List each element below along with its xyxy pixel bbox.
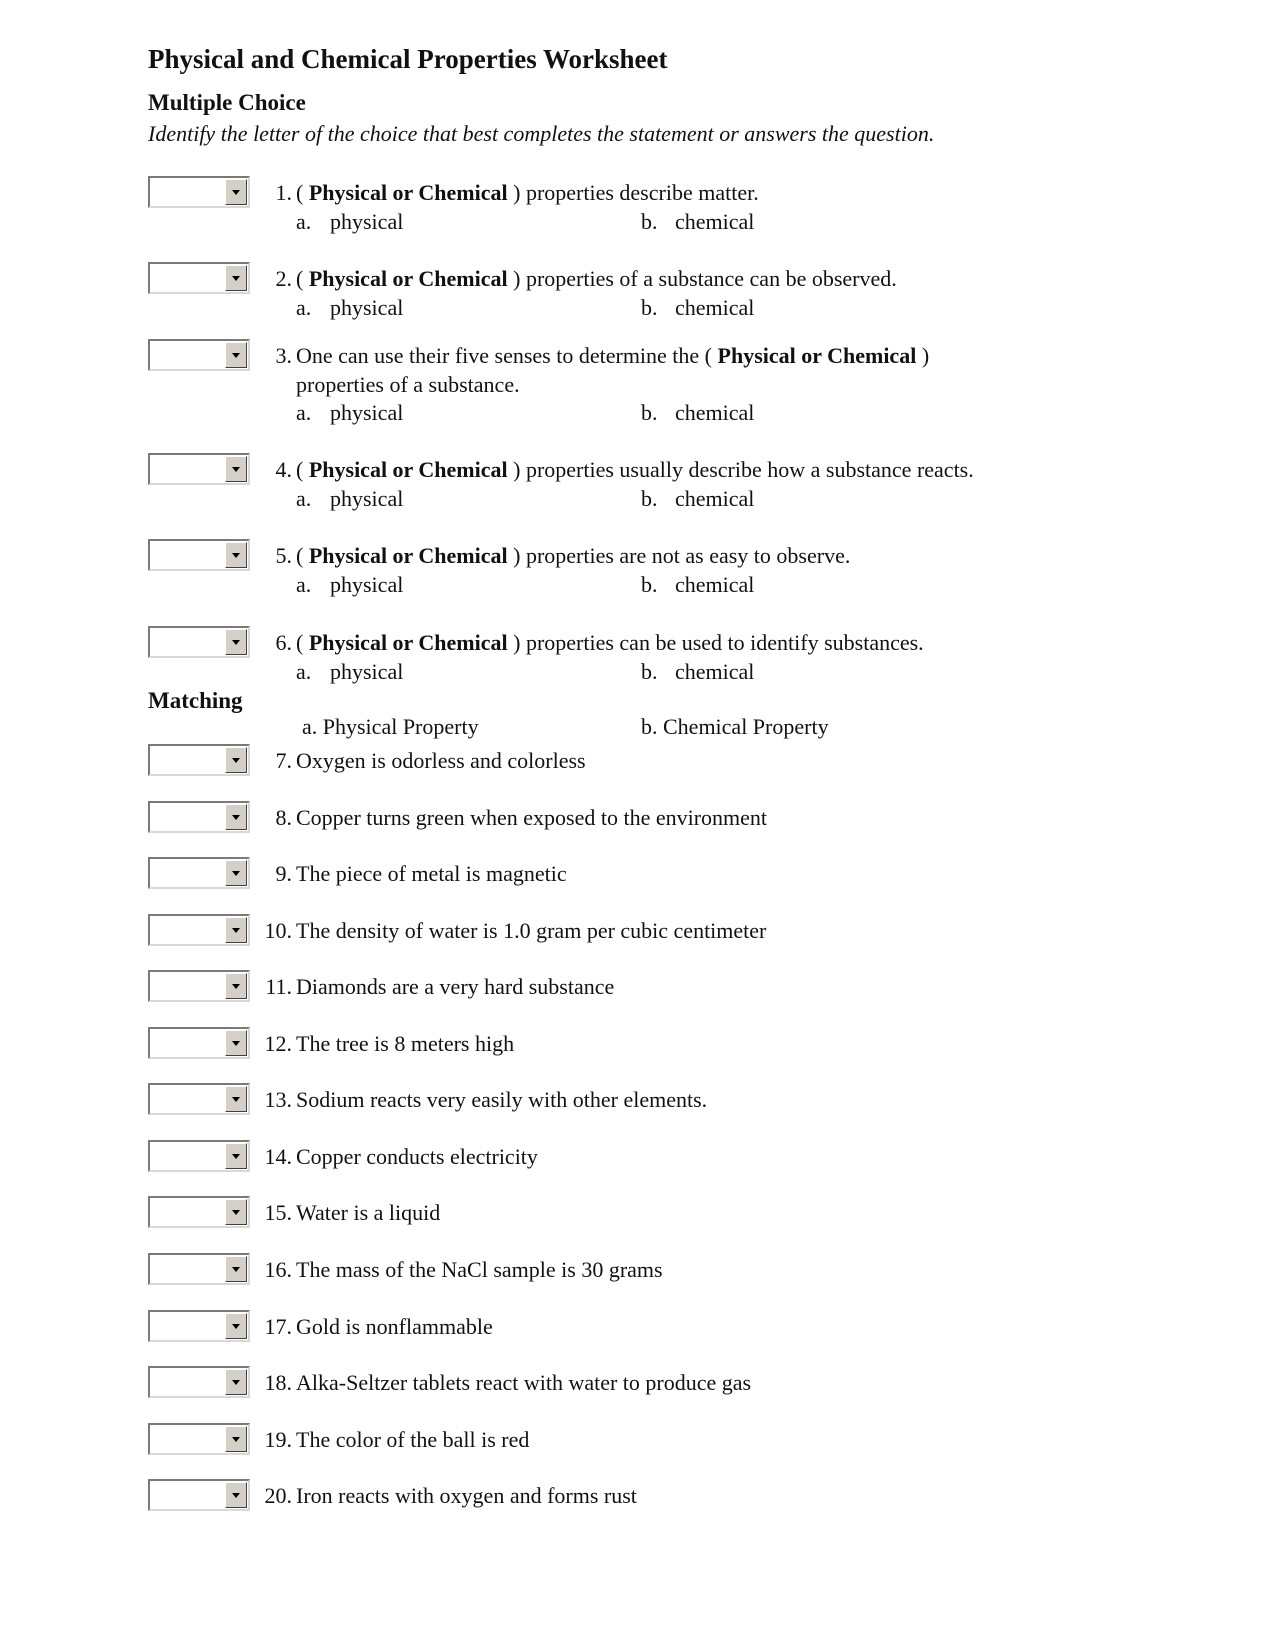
choice-b: b. chemical: [641, 659, 755, 684]
answer-dropdown-11[interactable]: [148, 970, 250, 1002]
answer-dropdown-7[interactable]: [148, 744, 250, 776]
choice-b: b. chemical: [641, 209, 755, 234]
question-text: The density of water is 1.0 gram per cubic centimeter: [296, 918, 767, 943]
choice-a: a. physical: [296, 400, 404, 425]
question-number: 9.: [275, 861, 292, 886]
chevron-down-icon[interactable]: [225, 1256, 247, 1282]
matching-option-a: a. Physical Property: [302, 714, 479, 739]
question-number: 4.: [275, 457, 292, 482]
question-number: 6.: [275, 630, 292, 655]
answer-dropdown-16[interactable]: [148, 1253, 250, 1285]
question-number: 14.: [264, 1144, 292, 1169]
answer-dropdown-8[interactable]: [148, 801, 250, 833]
question-number: 12.: [264, 1031, 292, 1056]
chevron-down-icon[interactable]: [225, 1030, 247, 1056]
answer-dropdown-5[interactable]: [148, 539, 250, 571]
answer-dropdown-9[interactable]: [148, 857, 250, 889]
answer-dropdown-15[interactable]: [148, 1196, 250, 1228]
choice-a: a. physical: [296, 486, 404, 511]
chevron-down-icon[interactable]: [225, 804, 247, 830]
question-text: ( Physical or Chemical ) properties of a substance can be observed.: [296, 266, 897, 291]
chevron-down-icon[interactable]: [225, 456, 247, 482]
question-number: 1.: [275, 180, 292, 205]
choice-b: b. chemical: [641, 295, 755, 320]
question-text: The piece of metal is magnetic: [296, 861, 567, 886]
question-number: 17.: [264, 1314, 292, 1339]
mc-question-5: [0, 539, 1275, 634]
answer-dropdown-18[interactable]: [148, 1366, 250, 1398]
answer-dropdown-17[interactable]: [148, 1310, 250, 1342]
choice-b: b. chemical: [641, 486, 755, 511]
question-text: Water is a liquid: [296, 1200, 441, 1225]
question-text: ( Physical or Chemical ) properties are not as easy to observe.: [296, 543, 851, 568]
mc-question-4: [0, 453, 1275, 548]
choice-a: a. physical: [296, 659, 404, 684]
chevron-down-icon[interactable]: [225, 179, 247, 205]
answer-dropdown-19[interactable]: [148, 1423, 250, 1455]
question-text: One can use their five senses to determine the ( Physical or Chemical ): [296, 343, 930, 368]
chevron-down-icon[interactable]: [225, 860, 247, 886]
question-text: Oxygen is odorless and colorless: [296, 748, 586, 773]
chevron-down-icon[interactable]: [225, 917, 247, 943]
answer-dropdown-1[interactable]: [148, 176, 250, 208]
question-text: Iron reacts with oxygen and forms rust: [296, 1483, 637, 1508]
choice-a: a. physical: [296, 295, 404, 320]
chevron-down-icon[interactable]: [225, 542, 247, 568]
chevron-down-icon[interactable]: [225, 1199, 247, 1225]
page-title: Physical and Chemical Properties Worksheet: [148, 44, 668, 74]
question-number: 11.: [265, 974, 292, 999]
question-text: ( Physical or Chemical ) properties usually describe how a substance reacts.: [296, 457, 974, 482]
answer-dropdown-12[interactable]: [148, 1027, 250, 1059]
question-text: The tree is 8 meters high: [296, 1031, 515, 1056]
question-number: 7.: [275, 748, 292, 773]
question-text: The mass of the NaCl sample is 30 grams: [296, 1257, 663, 1282]
matching-option-b: b. Chemical Property: [641, 714, 829, 739]
question-text: Copper conducts electricity: [296, 1144, 538, 1169]
question-number: 2.: [275, 266, 292, 291]
question-number: 5.: [275, 543, 292, 568]
chevron-down-icon[interactable]: [225, 747, 247, 773]
answer-dropdown-3[interactable]: [148, 339, 250, 371]
chevron-down-icon[interactable]: [225, 1086, 247, 1112]
question-number: 18.: [264, 1370, 292, 1395]
answer-dropdown-14[interactable]: [148, 1140, 250, 1172]
answer-dropdown-4[interactable]: [148, 453, 250, 485]
question-number: 3.: [275, 343, 292, 368]
question-number: 19.: [264, 1427, 292, 1452]
instructions: Identify the letter of the choice that best completes the statement or answers the question.: [148, 121, 935, 146]
question-text: Diamonds are a very hard substance: [296, 974, 615, 999]
answer-dropdown-13[interactable]: [148, 1083, 250, 1115]
answer-dropdown-6[interactable]: [148, 626, 250, 658]
answer-dropdown-20[interactable]: [148, 1479, 250, 1511]
question-text: Sodium reacts very easily with other elements.: [296, 1087, 708, 1112]
matching-options: [0, 714, 1275, 744]
answer-dropdown-10[interactable]: [148, 914, 250, 946]
matching-heading: Matching: [148, 688, 243, 713]
chevron-down-icon[interactable]: [225, 629, 247, 655]
chevron-down-icon[interactable]: [225, 973, 247, 999]
chevron-down-icon[interactable]: [225, 1369, 247, 1395]
answer-dropdown-2[interactable]: [148, 262, 250, 294]
chevron-down-icon[interactable]: [225, 265, 247, 291]
question-number: 13.: [264, 1087, 292, 1112]
mc-question-3: [0, 339, 1275, 434]
choice-a: a. physical: [296, 209, 404, 234]
question-number: 20.: [264, 1483, 292, 1508]
multiple-choice-heading: Multiple Choice: [148, 90, 306, 115]
choice-b: b. chemical: [641, 400, 755, 425]
question-text: ( Physical or Chemical ) properties describe matter.: [296, 180, 759, 205]
question-number: 10.: [264, 918, 292, 943]
choice-a: a. physical: [296, 572, 404, 597]
question-text-line-2: properties of a substance.: [296, 372, 520, 397]
chevron-down-icon[interactable]: [225, 1313, 247, 1339]
chevron-down-icon[interactable]: [225, 342, 247, 368]
chevron-down-icon[interactable]: [225, 1426, 247, 1452]
question-number: 8.: [275, 805, 292, 830]
match-question-20: [0, 1479, 1275, 1574]
chevron-down-icon[interactable]: [225, 1143, 247, 1169]
question-text: ( Physical or Chemical ) properties can be used to identify substances.: [296, 630, 924, 655]
question-text: The color of the ball is red: [296, 1427, 530, 1452]
question-text: Gold is nonflammable: [296, 1314, 493, 1339]
chevron-down-icon[interactable]: [225, 1482, 247, 1508]
question-number: 16.: [264, 1257, 292, 1282]
question-text: Copper turns green when exposed to the environment: [296, 805, 768, 830]
question-text: Alka-Seltzer tablets react with water to produce gas: [296, 1370, 752, 1395]
question-number: 15.: [264, 1200, 292, 1225]
mc-question-1: [0, 176, 1275, 271]
choice-b: b. chemical: [641, 572, 755, 597]
